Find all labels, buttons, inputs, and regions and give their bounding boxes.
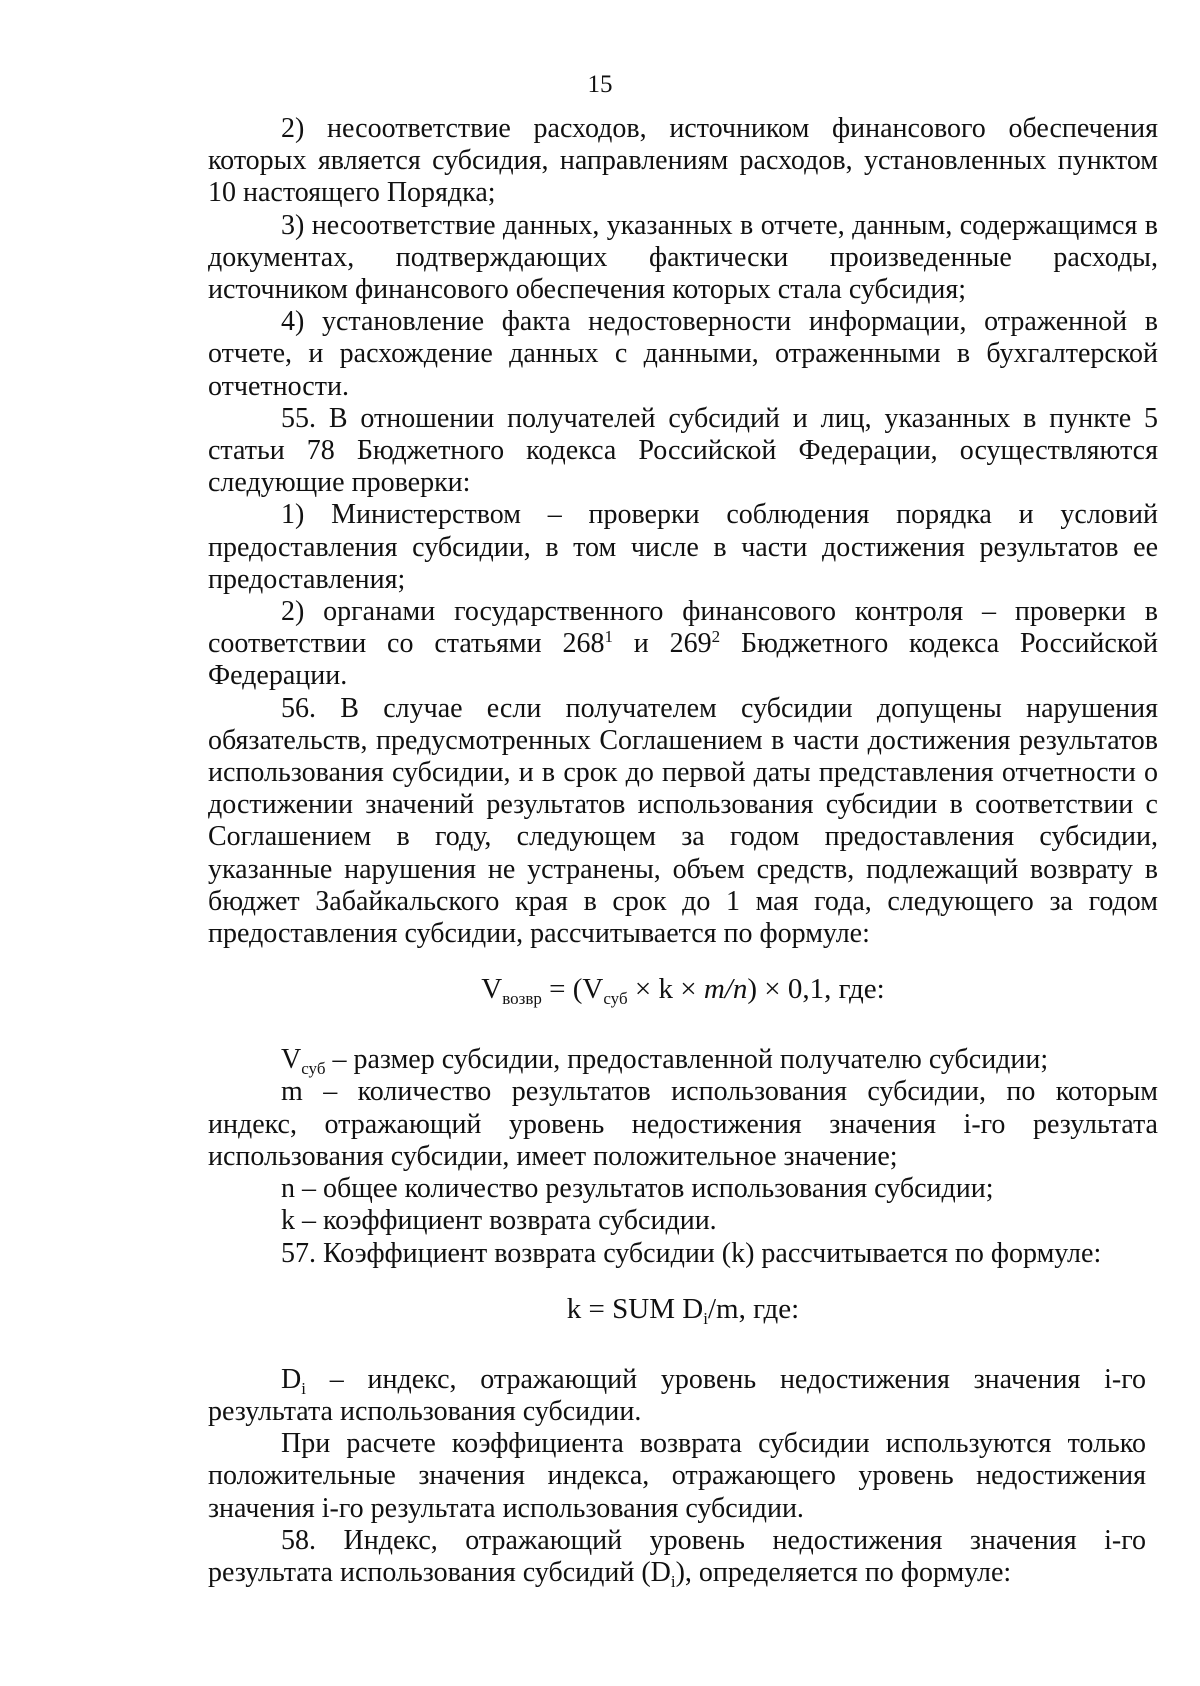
- document-body: [208, 113, 1158, 1589]
- text-fragment: ), определяется по формуле:: [675, 1556, 1012, 1588]
- formula-suffix: , где:: [738, 1292, 800, 1325]
- formula-fraction: m/n: [703, 973, 748, 1006]
- symbol-subscript: суб: [301, 1059, 326, 1079]
- text-fragment: 2) органами государственного финансового контроля – проверки в соответствии со статьями 268: [208, 596, 1158, 660]
- paragraph-55-item-2: [208, 596, 1158, 693]
- formula-subscript: возвр: [502, 989, 542, 1009]
- formula-return-volume: [208, 972, 1158, 1009]
- symbol-subscript: i: [670, 1571, 676, 1591]
- paragraph-item-4: 4) установление факта недостоверности информации, отраженной в отчете, и расхождение данных с данными, отраженными в бухгалтерской отчетности.: [208, 306, 1158, 402]
- text-fragment: и 269: [612, 628, 712, 660]
- lower-section: [200, 1364, 1158, 1589]
- formula-part: /m: [707, 1292, 739, 1325]
- definition-vsub: [208, 1044, 1158, 1079]
- paragraph-item-2: 2) несоответствие расходов, источником финансового обеспечения которых является субсидия, направлениям расходов, установленных пунктом 10 настоящего Порядка;: [208, 113, 1158, 209]
- lower-section-content: [208, 1364, 1146, 1589]
- paragraph-55-item-1: 1) Министерством – проверки соблюдения порядка и условий предоставления субсидии, в том числе в части достижения результатов ее предоставления;: [208, 499, 1158, 595]
- symbol: D: [281, 1363, 302, 1395]
- formula-coefficient-k: [208, 1292, 1158, 1326]
- formula-coefficient: 0,1: [787, 973, 825, 1006]
- definition-text: – размер субсидии, предоставленной получателю субсидии;: [325, 1044, 1049, 1076]
- definition-di: [208, 1364, 1146, 1428]
- paragraph-58: [208, 1525, 1146, 1589]
- formula-part: × k ×: [627, 973, 704, 1006]
- paragraph-56: 56. В случае если получателем субсидии допущены нарушения обязательств, предусмотренных Соглашением в части достижения результатов использования субсидии, и в срок до первой даты представления отчетности о достижении значений результатов использования субсидии в соответствии с Соглашением в году, следующем за годом предоставления субсидии, указанные нарушения не устранены, объем средств, подлежащий возврату в бюджет Забайкальского края в срок до 1 мая года, следующего за годом предоставления субсидии, рассчитывается по формуле:: [208, 692, 1158, 950]
- page-number: 15: [587, 71, 613, 98]
- paragraph-57: 57. Коэффициент возврата субсидии (k) рассчитывается по формуле:: [281, 1237, 1102, 1269]
- formula-part: = (V: [541, 973, 604, 1006]
- formula-suffix: , где:: [824, 973, 885, 1006]
- paragraph-55: 55. В отношении получателей субсидий и лиц, указанных в пункте 5 статьи 78 Бюджетного кодекса Российской Федерации, осуществляются следующие проверки:: [208, 402, 1158, 499]
- text-fragment: 58. Индекс, отражающий уровень недостижения значения i-го результата использования субсидий (D: [208, 1524, 1146, 1588]
- superscript: 1: [604, 627, 613, 647]
- formula-lhs: V: [481, 973, 503, 1006]
- paragraph-note: При расчете коэффициента возврата субсидии используются только положительные значения индекса, отражающего уровень недостижения значения i-го результата использования субсидии.: [208, 1428, 1146, 1524]
- symbol: V: [281, 1044, 302, 1076]
- definition-k: k – коэффициент возврата субсидии.: [281, 1205, 717, 1237]
- text-fragment: Бюджетного кодекса Российской Федерации.: [208, 628, 1159, 692]
- symbol-subscript: i: [301, 1378, 306, 1398]
- definition-n: n – общее количество результатов использования субсидии;: [281, 1173, 994, 1205]
- formula-part: ) ×: [747, 973, 788, 1006]
- definition-text: – индекс, отражающий уровень недостижения значения i-го результата использования субсидии.: [208, 1363, 1146, 1427]
- superscript: 2: [711, 627, 721, 647]
- formula-subscript: суб: [603, 989, 628, 1009]
- paragraph-item-3: 3) несоответствие данных, указанных в отчете, данным, содержащимся в документах, подтверждающих фактически произведенные расходы, источником финансового обеспечения которых стала субсидия;: [208, 209, 1158, 306]
- formula-subscript: i: [703, 1308, 708, 1328]
- formula-lhs: k = SUM D: [566, 1292, 704, 1325]
- definition-m: m – количество результатов использования субсидии, по которым индекс, отражающий уровень недостижения значения i-го результата использования субсидии, имеет положительное значение;: [208, 1076, 1158, 1172]
